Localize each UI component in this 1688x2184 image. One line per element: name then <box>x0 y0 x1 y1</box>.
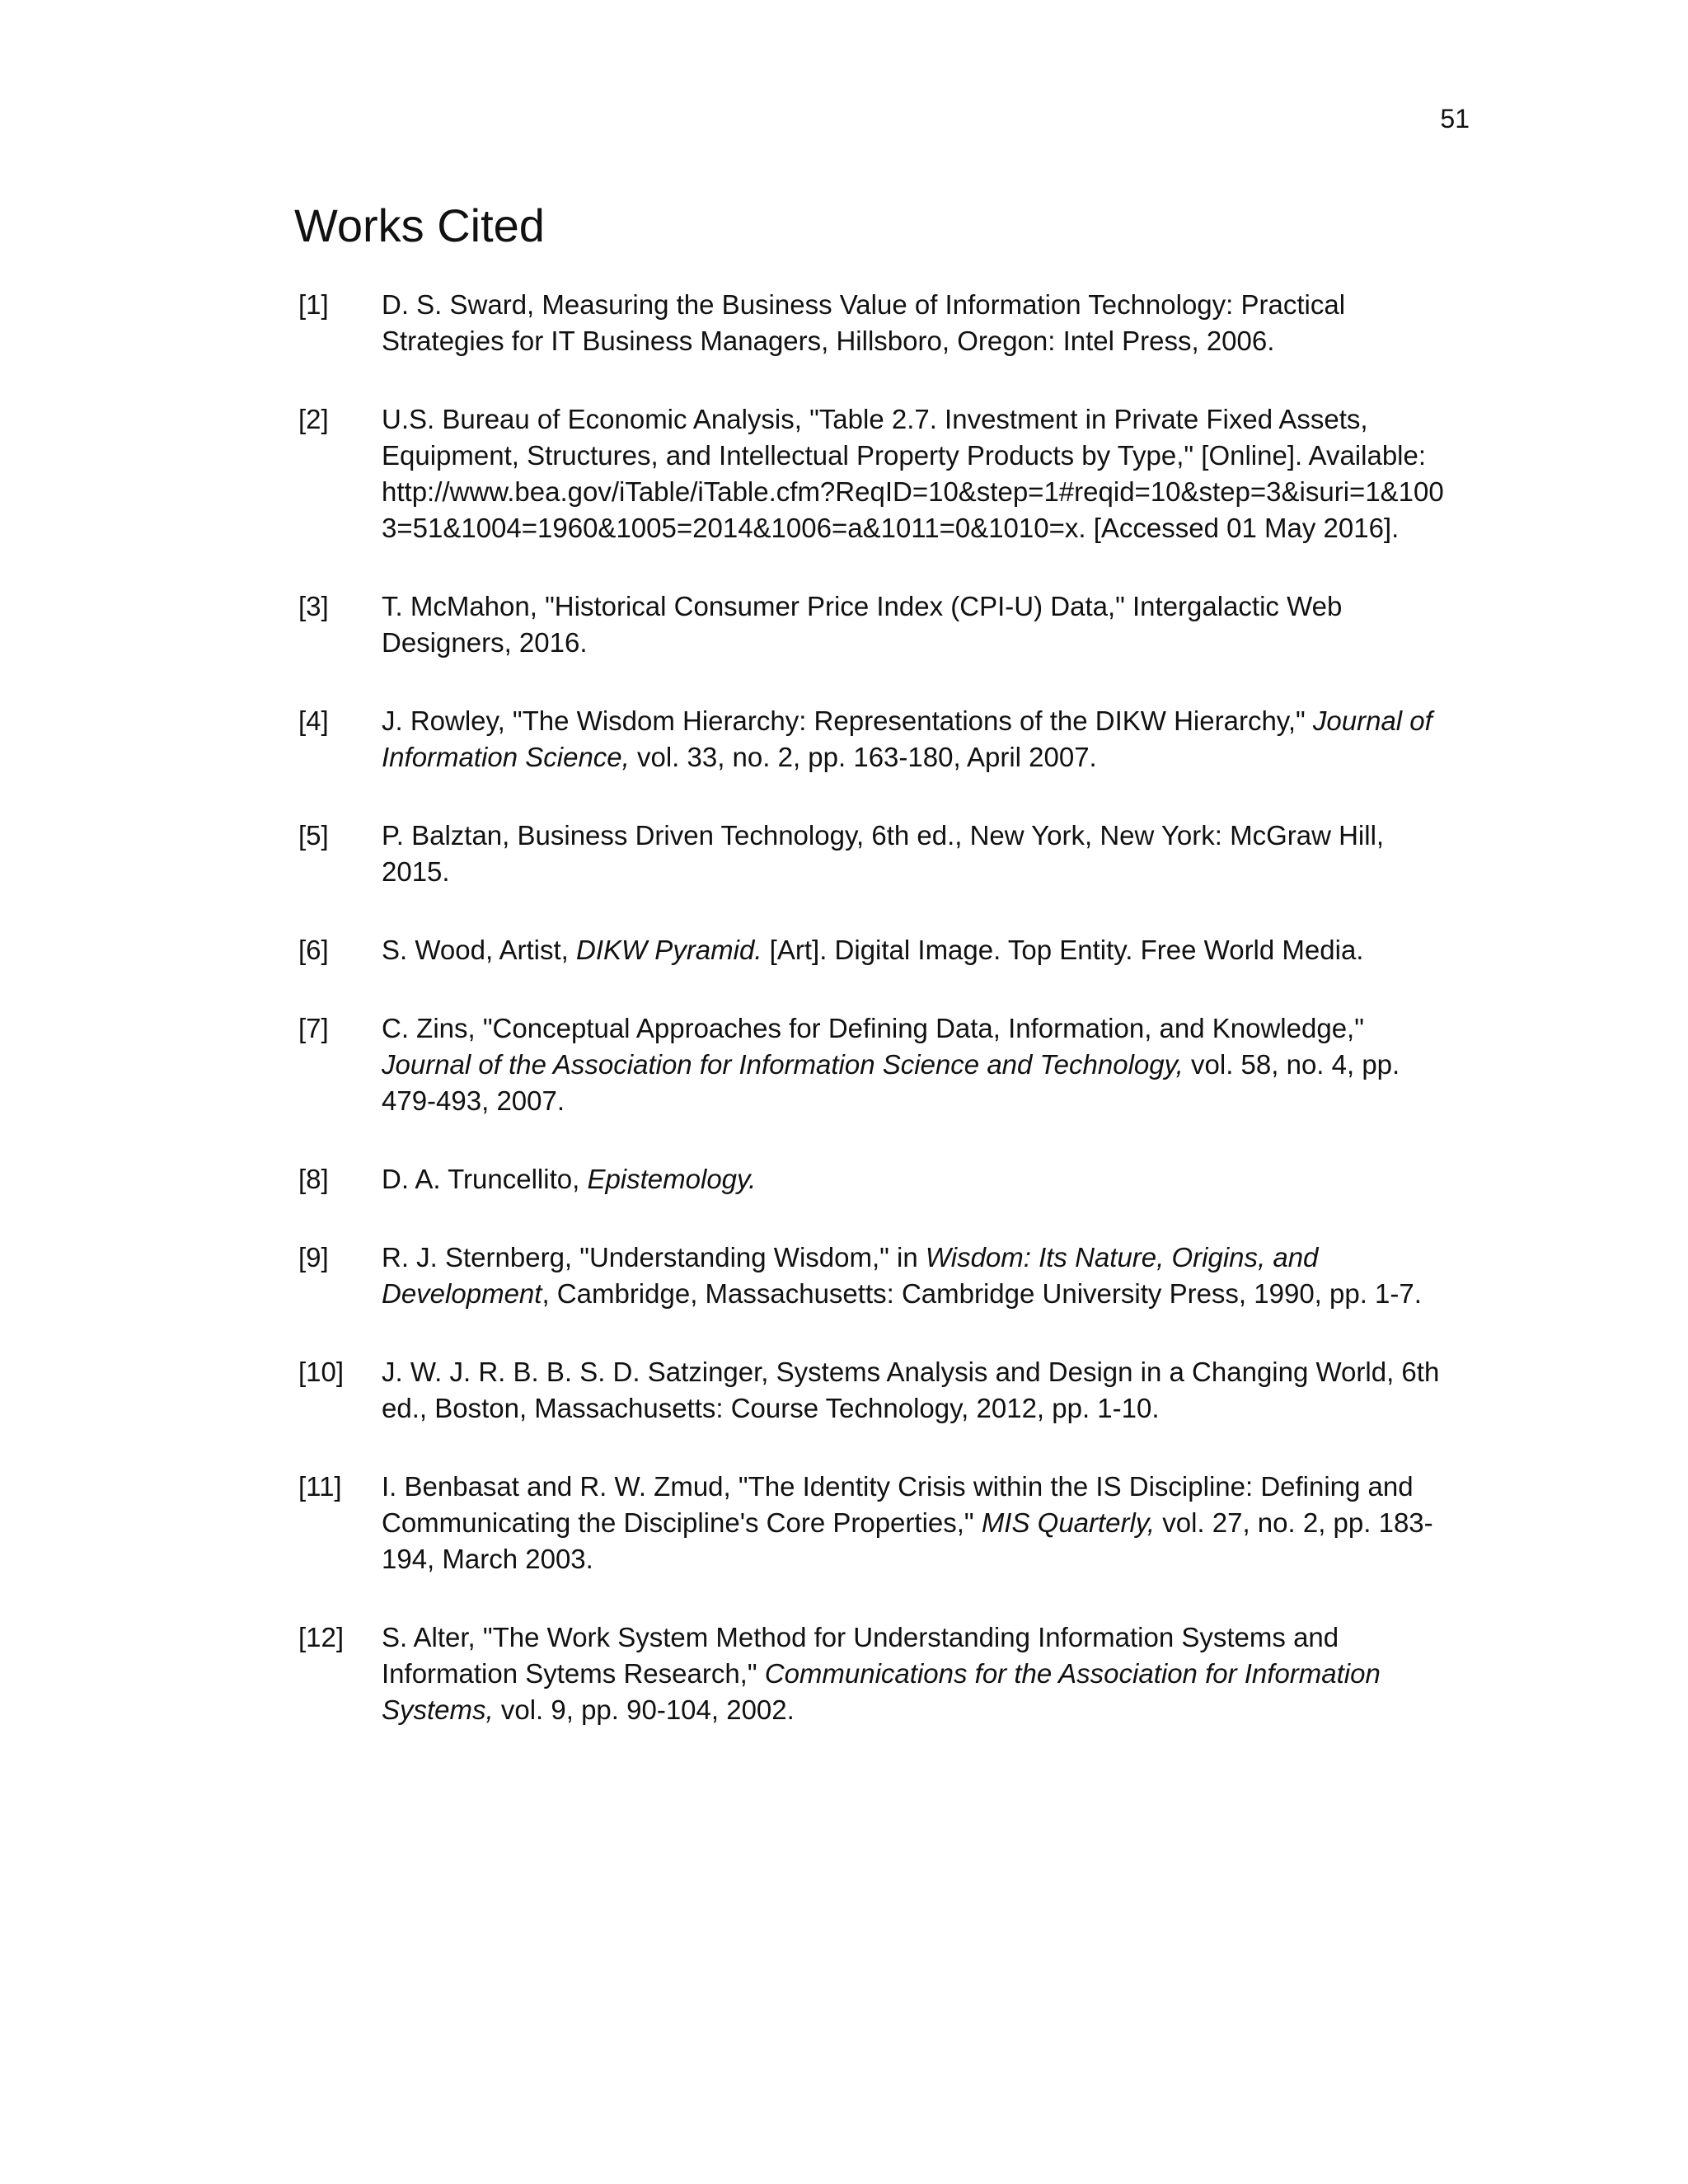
reference-number: [7] <box>298 1013 329 1043</box>
reference-number: [1] <box>298 289 329 320</box>
reference-item <box>298 401 1444 546</box>
page-number: 51 <box>1440 104 1470 134</box>
reference-number: [8] <box>298 1164 329 1194</box>
reference-text-segment: S. Alter, "The Work System Method for Understanding Information Systems and Information Sytems Research," <box>382 1622 1339 1689</box>
reference-text <box>382 932 1444 968</box>
reference-item <box>298 1619 1444 1728</box>
reference-item <box>298 588 1444 661</box>
reference-text <box>382 703 1444 776</box>
reference-text-segment: I. Benbasat and R. W. Zmud, "The Identity Crisis within the IS Discipline: Defining and Communicating the Discipline's Core Properties," <box>382 1471 1414 1538</box>
reference-item <box>298 1469 1444 1577</box>
reference-text <box>382 818 1444 890</box>
reference-italic-title: Journal of Information Science, <box>382 705 1432 772</box>
reference-text-segment: U.S. Bureau of Economic Analysis, "Table 2.7. Investment in Private Fixed Assets, Equipment, Structures, and Intellectual Property Products by Type," [Online]. Available: <box>382 404 1427 471</box>
reference-text <box>382 588 1444 661</box>
reference-text-segment: J. Rowley, "The Wisdom Hierarchy: Representations of the DIKW Hierarchy," <box>382 705 1313 736</box>
reference-number: [9] <box>298 1242 329 1272</box>
reference-italic-title: DIKW Pyramid. <box>575 935 762 965</box>
reference-italic-title: Wisdom: Its Nature, Origins, and Development <box>382 1242 1319 1309</box>
reference-text <box>382 287 1444 359</box>
reference-italic-title: Epistemology. <box>587 1164 757 1194</box>
reference-item <box>298 287 1444 359</box>
reference-text-segment: vol. 27, no. 2, pp. 183-194, March 2003. <box>382 1507 1433 1574</box>
reference-text-segment: vol. 9, pp. 90-104, 2002. <box>493 1694 795 1725</box>
reference-number: [10] <box>298 1357 345 1387</box>
reference-number: [5] <box>298 820 329 851</box>
reference-text-segment: D. A. Truncellito, <box>382 1164 588 1194</box>
reference-number: [6] <box>298 935 329 965</box>
reference-italic-title: MIS Quarterly, <box>981 1507 1156 1538</box>
reference-text-segment: S. Wood, Artist, <box>382 935 576 965</box>
reference-item <box>298 1010 1444 1119</box>
reference-item <box>298 1240 1444 1312</box>
reference-number: [3] <box>298 591 329 621</box>
reference-text-segment: C. Zins, "Conceptual Approaches for Defining Data, Information, and Knowledge," <box>382 1013 1364 1043</box>
reference-text <box>382 1354 1444 1427</box>
reference-italic-title: Journal of the Association for Information Science and Technology, <box>382 1049 1184 1080</box>
reference-text-segment: vol. 33, no. 2, pp. 163-180, April 2007. <box>629 742 1097 772</box>
reference-text <box>382 1619 1444 1728</box>
reference-item <box>298 818 1444 890</box>
reference-text <box>382 1161 1444 1197</box>
reference-text-segment: D. S. Sward, Measuring the Business Value of Information Technology: Practical Strategies for IT Business Managers, Hillsboro, Oregon: Intel Press, 2006. <box>382 289 1346 356</box>
reference-list <box>298 287 1444 1770</box>
reference-text-segment: J. W. J. R. B. B. S. D. Satzinger, Systems Analysis and Design in a Changing World, 6th ed., Boston, Massachusetts: Course Technology, 2012, pp. 1-10. <box>382 1357 1440 1423</box>
reference-item <box>298 932 1444 968</box>
reference-text-segment: . [Accessed 01 May 2016]. <box>1078 513 1400 543</box>
reference-number: [12] <box>298 1622 345 1652</box>
reference-text-segment: vol. 58, no. 4, pp. 479-493, 2007. <box>382 1049 1400 1116</box>
reference-item <box>298 1161 1444 1197</box>
reference-text-segment: [Art]. Digital Image. Top Entity. Free World Media. <box>762 935 1364 965</box>
reference-italic-title: Communications for the Association for Information Systems, <box>382 1658 1381 1725</box>
reference-item <box>298 703 1444 776</box>
reference-text-segment: R. J. Sternberg, "Understanding Wisdom," in <box>382 1242 926 1272</box>
reference-number: [2] <box>298 404 329 434</box>
reference-number: [11] <box>298 1471 342 1502</box>
reference-number: [4] <box>298 705 329 736</box>
reference-text <box>382 1240 1444 1312</box>
reference-text-segment: T. McMahon, "Historical Consumer Price Index (CPI-U) Data," Intergalactic Web Designers, 2016. <box>382 591 1343 658</box>
reference-text <box>382 1469 1444 1577</box>
reference-text <box>382 401 1444 546</box>
reference-text-segment: P. Balztan, Business Driven Technology, 6th ed., New York, New York: McGraw Hill, 2015. <box>382 820 1385 887</box>
page-title: Works Cited <box>294 199 545 251</box>
reference-text-segment: , Cambridge, Massachusetts: Cambridge University Press, 1990, pp. 1-7. <box>542 1278 1422 1309</box>
reference-url: http://www.bea.gov/iTable/iTable.cfm?ReqID=10&step=1#reqid=10&step=3&isuri=1&1003=51&1004=1960&1005=2014&1006=a&1011=0&1010=x <box>382 476 1444 543</box>
reference-text <box>382 1010 1444 1119</box>
reference-item <box>298 1354 1444 1427</box>
